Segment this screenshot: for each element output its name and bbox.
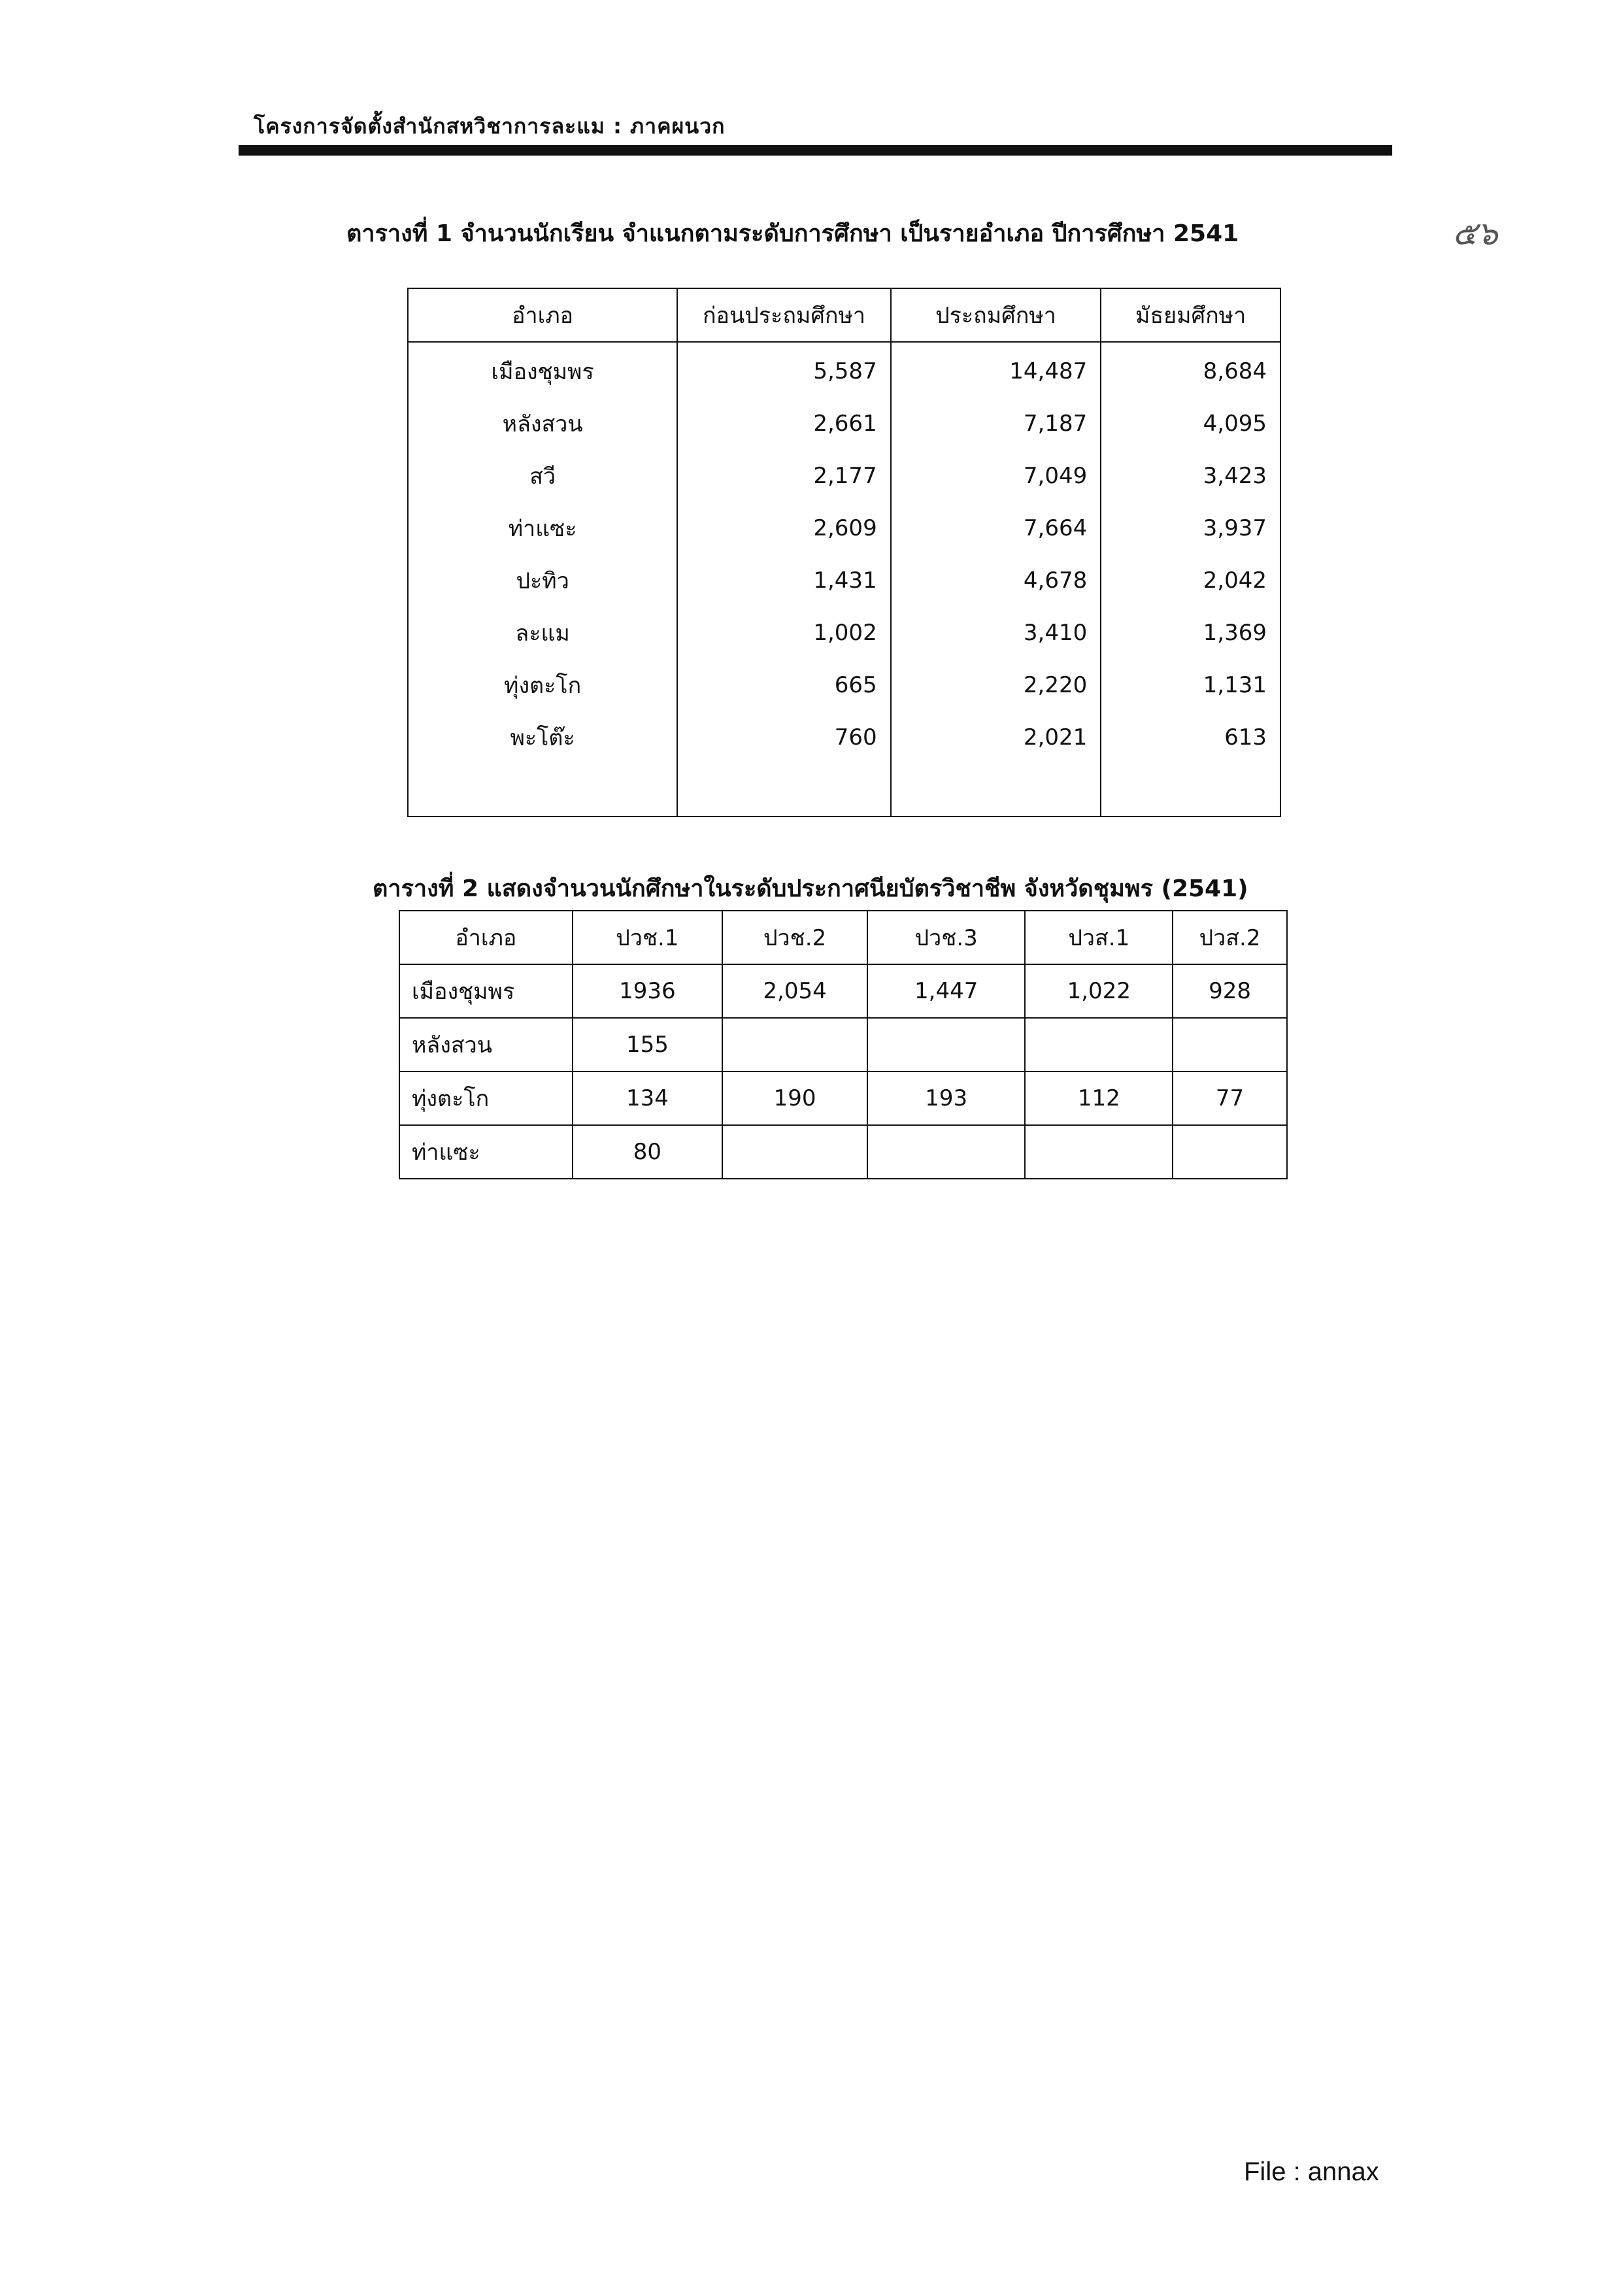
- table1-col-district: อำเภอ: [408, 288, 677, 342]
- table-row: [399, 964, 1287, 1018]
- table-row: [408, 502, 1280, 554]
- hvc2-cell: 77: [1173, 1072, 1287, 1125]
- hvc1-cell: 112: [1025, 1072, 1173, 1125]
- table2-vocational-students: [399, 910, 1288, 1179]
- district-cell: หลังสวน: [399, 1018, 573, 1072]
- hvc2-cell: 928: [1173, 964, 1287, 1018]
- primary-cell: 7,187: [891, 397, 1101, 450]
- primary-cell: 14,487: [891, 342, 1101, 397]
- primary-cell: 7,049: [891, 450, 1101, 502]
- secondary-cell: 2,042: [1101, 554, 1280, 607]
- primary-cell: 4,678: [891, 554, 1101, 607]
- table1-header-row: [408, 288, 1280, 342]
- district-cell: ท่าแซะ: [408, 502, 677, 554]
- hvc1-cell: [1025, 1018, 1173, 1072]
- preprimary-cell: 1,431: [677, 554, 890, 607]
- district-cell: เมืองชุมพร: [408, 342, 677, 397]
- district-cell: ปะทิว: [408, 554, 677, 607]
- primary-cell: 2,220: [891, 659, 1101, 711]
- district-cell: เมืองชุมพร: [399, 964, 573, 1018]
- table-row: [408, 397, 1280, 450]
- preprimary-cell: 2,177: [677, 450, 890, 502]
- preprimary-cell: 760: [677, 711, 890, 764]
- table2-col-hvc2: ปวส.2: [1173, 911, 1287, 964]
- secondary-cell: 3,937: [1101, 502, 1280, 554]
- table1-student-count: [407, 288, 1281, 817]
- header-rule: [239, 145, 1392, 156]
- pvc1-cell: 80: [573, 1125, 723, 1179]
- table-row: [399, 1018, 1287, 1072]
- page-header: โครงการจัดตั้งสำนักสหวิชาการละแม : ภาคผนวก: [254, 114, 726, 139]
- table2-col-pvc1: ปวช.1: [573, 911, 723, 964]
- hvc2-cell: [1173, 1125, 1287, 1179]
- preprimary-cell: 2,609: [677, 502, 890, 554]
- district-cell: สวี: [408, 450, 677, 502]
- district-cell: พะโต๊ะ: [408, 711, 677, 764]
- table2-col-pvc3: ปวช.3: [867, 911, 1026, 964]
- district-cell: ทุ่งตะโก: [399, 1072, 573, 1125]
- secondary-cell: 1,369: [1101, 607, 1280, 659]
- table-row: [399, 1125, 1287, 1179]
- table-row: [408, 607, 1280, 659]
- table-row: [399, 1072, 1287, 1125]
- pvc1-cell: 155: [573, 1018, 723, 1072]
- table-row: [408, 711, 1280, 764]
- table-row: [408, 554, 1280, 607]
- hvc1-cell: 1,022: [1025, 964, 1173, 1018]
- preprimary-cell: 5,587: [677, 342, 890, 397]
- district-cell: ทุ่งตะโก: [408, 659, 677, 711]
- pvc2-cell: 2,054: [722, 964, 867, 1018]
- table2-col-pvc2: ปวช.2: [722, 911, 867, 964]
- primary-cell: 3,410: [891, 607, 1101, 659]
- table2-title: ตารางที่ 2 แสดงจำนวนนักศึกษาในระดับประกาศนียบัตรวิชาชีพ จังหวัดชุมพร (2541): [373, 875, 1248, 902]
- secondary-cell: 8,684: [1101, 342, 1280, 397]
- preprimary-cell: 2,661: [677, 397, 890, 450]
- pvc2-cell: 190: [722, 1072, 867, 1125]
- table-row: [408, 342, 1280, 397]
- table2-header-row: [399, 911, 1287, 964]
- hvc2-cell: [1173, 1018, 1287, 1072]
- hvc1-cell: [1025, 1125, 1173, 1179]
- table2-col-hvc1: ปวส.1: [1025, 911, 1173, 964]
- secondary-cell: 613: [1101, 711, 1280, 764]
- pvc2-cell: [722, 1018, 867, 1072]
- table1-col-preprimary: ก่อนประถมศึกษา: [677, 288, 890, 342]
- district-cell: หลังสวน: [408, 397, 677, 450]
- secondary-cell: 3,423: [1101, 450, 1280, 502]
- primary-cell: 7,664: [891, 502, 1101, 554]
- pvc3-cell: 1,447: [867, 964, 1026, 1018]
- pvc2-cell: [722, 1125, 867, 1179]
- pvc3-cell: [867, 1018, 1026, 1072]
- table1-empty-row: [408, 764, 1280, 817]
- table1-col-primary: ประถมศึกษา: [891, 288, 1101, 342]
- table1-col-secondary: มัธยมศึกษา: [1101, 288, 1280, 342]
- page-number-mark: ๕๖: [1452, 214, 1498, 252]
- secondary-cell: 1,131: [1101, 659, 1280, 711]
- primary-cell: 2,021: [891, 711, 1101, 764]
- pvc1-cell: 134: [573, 1072, 723, 1125]
- pvc1-cell: 1936: [573, 964, 723, 1018]
- pvc3-cell: 193: [867, 1072, 1026, 1125]
- footer-file-label: File : annax: [1244, 2157, 1379, 2186]
- table1-title: ตารางที่ 1 จำนวนนักเรียน จำแนกตามระดับการศึกษา เป็นรายอำเภอ ปีการศึกษา 2541: [346, 220, 1239, 247]
- table-row: [408, 659, 1280, 711]
- preprimary-cell: 665: [677, 659, 890, 711]
- preprimary-cell: 1,002: [677, 607, 890, 659]
- district-cell: ท่าแซะ: [399, 1125, 573, 1179]
- table-row: [408, 450, 1280, 502]
- secondary-cell: 4,095: [1101, 397, 1280, 450]
- pvc3-cell: [867, 1125, 1026, 1179]
- district-cell: ละแม: [408, 607, 677, 659]
- table2-col-district: อำเภอ: [399, 911, 573, 964]
